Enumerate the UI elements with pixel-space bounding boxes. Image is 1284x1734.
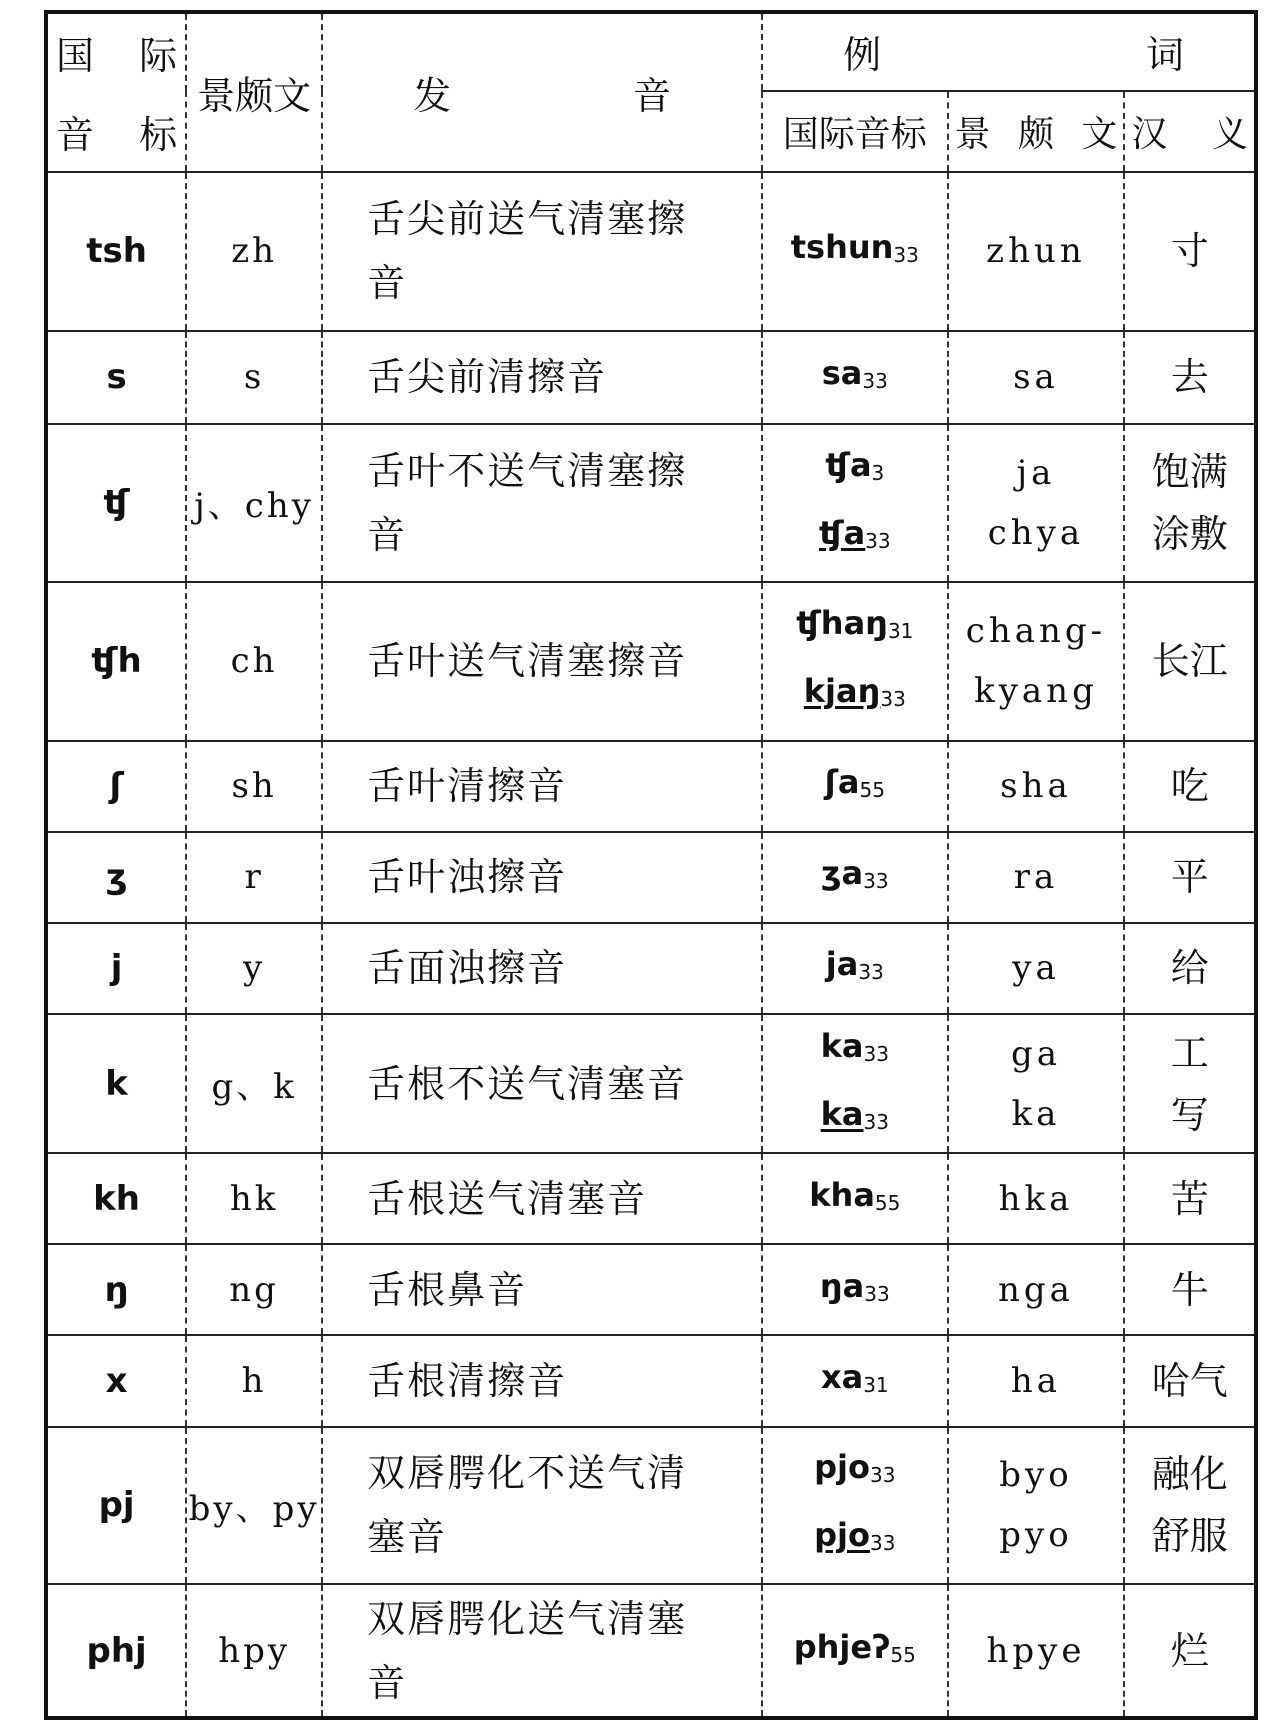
description-line: 舌叶清擦音 [367,764,568,809]
chinese-meaning-line: 去 [1170,355,1209,400]
example-ipa [762,1153,947,1244]
jingpo-letter: hk [186,1153,322,1244]
description-line: 舌叶不送气清塞擦 [367,448,688,493]
ipa-symbol: phj [46,1584,186,1718]
example-ipa-base: xa [820,1357,864,1396]
table-row [46,582,1256,741]
example-jingpo [948,1014,1125,1154]
example-chinese-meaning [1124,923,1256,1014]
example-ipa [762,1584,947,1718]
example-chinese-meaning [1124,331,1256,424]
tone-number: 3 [871,460,885,485]
description-line: 舌根不送气清塞音 [367,1061,688,1106]
example-jingpo-line: sha [1000,766,1072,807]
ipa-symbol: ʧ [46,424,186,582]
header-sub-char: 义 [1211,113,1248,155]
jingpo-letter: zh [186,172,322,331]
table-row [46,923,1256,1014]
example-ipa-line [763,1347,946,1415]
example-jingpo-line: ja [1016,452,1056,493]
description-line: 舌面浊擦音 [367,946,568,991]
tone-number: 33 [870,1463,896,1488]
example-chinese-meaning [1124,832,1256,923]
header-ipa-char: 国 [56,34,95,79]
example-ipa-base: pjo [814,1448,870,1487]
example-jingpo [948,1335,1125,1426]
tone-number: 31 [863,1372,889,1397]
chinese-meaning-line: 平 [1170,855,1209,900]
jingpo-letter: j、chy [186,424,322,582]
example-ipa-line [763,1016,946,1084]
example-ipa-line [763,752,946,820]
example-ipa-line [763,843,946,911]
example-ipa-line [763,435,946,503]
example-ipa-line [763,934,946,1002]
chinese-meaning-line: 吃 [1170,764,1209,809]
example-jingpo-line: kyang [974,671,1098,712]
table-row [46,1427,1256,1585]
example-ipa-base: ka [820,1094,864,1133]
chinese-meaning-line: 饱满 [1151,449,1228,494]
example-ipa-base: kha [809,1175,875,1214]
description-line: 音 [367,261,408,306]
header-ipa [46,12,186,172]
pronunciation-description [322,331,762,424]
ipa-symbol: ʃ [46,741,186,832]
example-jingpo-line: ha [1010,1360,1062,1401]
table-row [46,1014,1256,1154]
example-jingpo-line: nga [998,1269,1074,1310]
pronunciation-description [322,1014,762,1154]
chinese-meaning-line: 哈气 [1151,1358,1228,1403]
description-line: 舌根清擦音 [367,1358,568,1403]
header-ipa-char: 音 [56,113,95,158]
tone-number: 55 [874,1190,901,1215]
example-chinese-meaning [1124,424,1256,582]
header-pronunciation [322,12,762,172]
example-chinese-meaning [1124,582,1256,741]
example-ipa [762,923,947,1014]
pronunciation-description [322,582,762,741]
example-ipa-base: phjeʔ [793,1627,891,1666]
description-line: 舌叶送气清塞擦音 [367,639,688,684]
example-jingpo-line: ya [1012,948,1060,989]
jingpo-letter: ch [186,582,322,741]
description-line: 舌尖前送气清塞擦 [367,197,688,242]
example-jingpo [948,741,1125,832]
example-jingpo [948,424,1125,582]
example-jingpo [948,832,1125,923]
pronunciation-description [322,1153,762,1244]
chinese-meaning-line: 烂 [1170,1628,1209,1673]
example-jingpo [948,172,1125,331]
header-sub-ipa: 国际音标 [762,91,947,172]
jingpo-letter: sh [186,741,322,832]
ipa-symbol: x [46,1335,186,1426]
header-pron-char: 发 [413,73,452,118]
header-ex-char: 词 [1145,33,1184,78]
example-ipa-base: ʃa [824,763,860,802]
tone-number: 33 [880,687,906,712]
header-sub-char: 景 [954,113,991,155]
consonant-table [44,10,1258,1720]
jingpo-letter: hpy [186,1584,322,1718]
example-ipa [762,741,947,832]
chinese-meaning-line: 写 [1170,1092,1209,1137]
jingpo-letter: s [186,331,322,424]
example-chinese-meaning [1124,1153,1256,1244]
example-jingpo [948,923,1125,1014]
example-ipa [762,1427,947,1585]
ipa-symbol: j [46,923,186,1014]
example-chinese-meaning [1124,1335,1256,1426]
example-ipa-line [763,1165,946,1233]
example-jingpo-line: pyo [999,1515,1073,1556]
header-sub-jingpo [948,91,1125,172]
example-ipa-line [763,593,946,661]
example-jingpo [948,1427,1125,1585]
tone-number: 33 [858,960,884,985]
example-jingpo-line: ga [1010,1033,1061,1074]
tone-number: 33 [865,528,891,553]
example-ipa [762,424,947,582]
example-ipa [762,172,947,331]
pronunciation-description [322,923,762,1014]
tone-number: 33 [863,1109,889,1134]
description-line: 双唇腭化送气清塞 [367,1596,688,1641]
table-row [46,172,1256,331]
example-jingpo-line: hka [998,1178,1074,1219]
table-row [46,331,1256,424]
table-row [46,1335,1256,1426]
pronunciation-description [322,1335,762,1426]
example-ipa-line [763,1256,946,1324]
header-sub-char: 颇 [1017,113,1054,155]
ipa-symbol: k [46,1014,186,1154]
example-ipa [762,832,947,923]
jingpo-letter: h [186,1335,322,1426]
tone-number: 33 [893,243,919,268]
tone-number: 55 [859,778,885,803]
description-line: 双唇腭化不送气清 [367,1451,688,1496]
example-jingpo-line: sa [1013,357,1059,398]
example-jingpo [948,1584,1125,1718]
example-ipa-base: sa [821,354,863,393]
chinese-meaning-line: 长江 [1151,639,1228,684]
example-ipa [762,331,947,424]
example-ipa-base: ʧhaŋ [796,604,888,643]
description-line: 舌叶浊擦音 [367,855,568,900]
example-ipa-base: ʧa [818,513,866,552]
example-ipa [762,582,947,741]
table-row [46,832,1256,923]
table-row [46,424,1256,582]
example-ipa-line [763,1617,946,1685]
description-line: 音 [367,512,408,557]
header-jingpo: 景颇文 [186,12,322,172]
pronunciation-description [322,1244,762,1335]
tone-number: 33 [863,869,889,894]
pronunciation-description [322,172,762,331]
chinese-meaning-line: 给 [1170,946,1209,991]
example-ipa-line [763,1505,946,1573]
header-sub-char: 文 [1081,113,1118,155]
chinese-meaning-line: 舒服 [1151,1514,1228,1559]
example-jingpo-line: ra [1013,857,1059,898]
jingpo-letter: r [186,832,322,923]
jingpo-letter: by、py [186,1427,322,1585]
example-ipa-base: ʧa [825,445,872,484]
example-jingpo-line: hpye [986,1630,1086,1671]
chinese-meaning-line: 涂敷 [1151,511,1228,556]
example-ipa-line [763,1084,946,1152]
description-line: 音 [367,1660,408,1705]
table-row [46,1153,1256,1244]
example-ipa-line [763,1437,946,1505]
chinese-meaning-line: 苦 [1170,1176,1209,1221]
example-ipa [762,1014,947,1154]
example-ipa-line [763,217,946,285]
chinese-meaning-line: 牛 [1170,1267,1209,1312]
example-ipa [762,1335,947,1426]
ipa-symbol: kh [46,1153,186,1244]
description-line: 塞音 [367,1515,448,1560]
tone-number: 33 [864,1281,890,1306]
example-chinese-meaning [1124,172,1256,331]
example-chinese-meaning [1124,1584,1256,1718]
example-ipa-line [763,503,946,571]
ipa-symbol: pj [46,1427,186,1585]
ipa-symbol: s [46,331,186,424]
example-chinese-meaning [1124,1244,1256,1335]
ipa-symbol: ʧh [46,582,186,741]
header-sub-char: 汉 [1131,113,1168,155]
example-jingpo [948,582,1125,741]
pronunciation-description [322,1584,762,1718]
ipa-symbol: ŋ [46,1244,186,1335]
example-ipa-line [763,661,946,729]
example-ipa-base: ŋa [819,1266,865,1305]
example-jingpo-line: chya [987,512,1085,553]
table-row [46,1584,1256,1718]
chinese-meaning-line: 工 [1170,1030,1209,1075]
chinese-meaning-line: 融化 [1151,1452,1228,1497]
example-ipa-base: ja [825,945,859,984]
example-chinese-meaning [1124,1427,1256,1585]
header-ipa-char: 标 [139,113,178,158]
description-line: 舌根鼻音 [367,1267,528,1312]
table-row [46,1244,1256,1335]
jingpo-letter: ng [186,1244,322,1335]
pronunciation-description [322,424,762,582]
pronunciation-description [322,832,762,923]
example-jingpo-line: byo [999,1455,1073,1496]
example-ipa-line [763,343,946,411]
chinese-meaning-line: 寸 [1170,229,1209,274]
header-examples [762,12,1256,91]
example-chinese-meaning [1124,1014,1256,1154]
description-line: 舌根送气清塞音 [367,1176,648,1221]
tone-number: 55 [890,1642,916,1667]
table-row [46,741,1256,832]
pronunciation-description [322,741,762,832]
example-jingpo-line: zhun [986,231,1086,272]
pronunciation-description [322,1427,762,1585]
header-pron-char: 音 [633,73,672,118]
tone-number: 33 [870,1531,896,1556]
jingpo-letter: g、k [186,1014,322,1154]
example-ipa-base: ʒa [821,854,864,893]
tone-number: 33 [863,1041,889,1066]
example-ipa-base: ka [820,1026,864,1065]
example-jingpo [948,1244,1125,1335]
header-sub-chinese [1124,91,1256,172]
ipa-symbol: tsh [46,172,186,331]
header-ipa-char: 际 [139,34,178,79]
example-jingpo-line: chang- [965,611,1107,652]
example-jingpo [948,1153,1125,1244]
example-ipa-base: kjaŋ [803,672,881,711]
tone-number: 33 [862,369,888,394]
example-ipa-base: pjo [814,1516,870,1555]
example-jingpo [948,331,1125,424]
tone-number: 31 [887,619,914,644]
ipa-symbol: ʒ [46,832,186,923]
header-ex-char: 例 [843,33,882,78]
example-chinese-meaning [1124,741,1256,832]
example-jingpo-line: ka [1011,1093,1061,1134]
example-ipa [762,1244,947,1335]
example-ipa-base: tshun [790,228,894,267]
jingpo-letter: y [186,923,322,1014]
description-line: 舌尖前清擦音 [367,355,608,400]
